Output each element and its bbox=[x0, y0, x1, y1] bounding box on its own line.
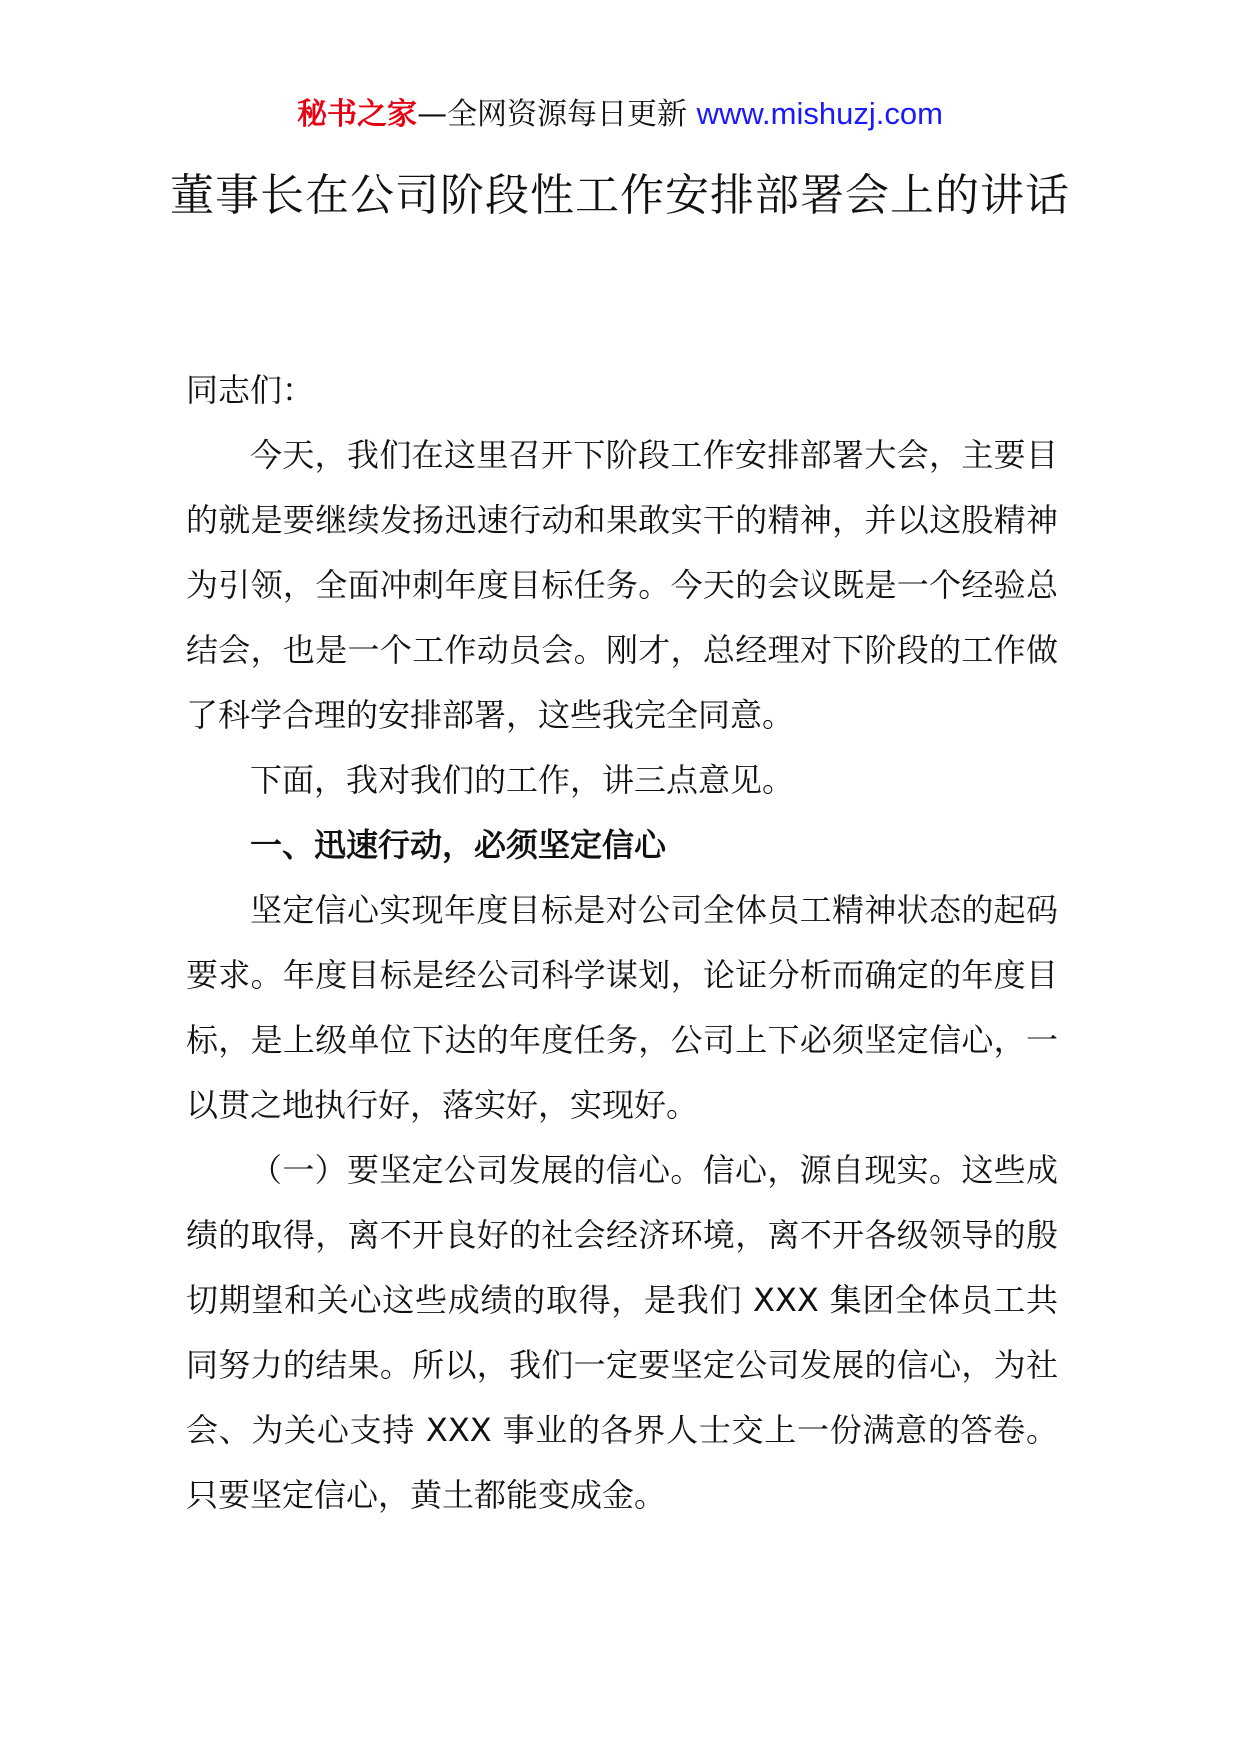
body-paragraph: 今天，我们在这里召开下阶段工作安排部署大会，主要目的就是要继续发扬迅速行动和果敢实干的精神，并以这股精神为引领，全面冲刺年度目标任务。今天的会议既是一个经验总结会，也是一个工作动员会。刚才，总经理对下阶段的工作做了科学合理的安排部署，这些我完全同意。 bbox=[186, 436, 1058, 734]
site-brand: 秘书之家 bbox=[297, 97, 418, 132]
body-paragraph: 下面，我对我们的工作，讲三点意见。 bbox=[250, 761, 795, 799]
site-url-link[interactable]: www.mishuzj.com bbox=[696, 96, 943, 131]
body-paragraph: （一）要坚定公司发展的信心。信心，源自现实。这些成绩的取得，离不开良好的社会经济环境，离不开各级领导的殷切期望和关心这些成绩的取得，是我们 XXX 集团全体员工共同努力的结果。所以，我们一定要坚定公司发展的信心，为社会、为关心支持 XXX 事业的各界人士交上一份满意的答卷。只要坚定信心，黄土都能变成金。 bbox=[186, 1151, 1058, 1514]
body-paragraph: 坚定信心实现年度目标是对公司全体员工精神状态的起码要求。年度目标是经公司科学谋划，论证分析而确定的年度目标，是上级单位下达的年度任务，公司上下必须坚定信心，一以贯之地执行好，落实好，实现好。 bbox=[186, 891, 1058, 1124]
salutation: 同志们： bbox=[186, 371, 315, 409]
site-slogan: —全网资源每日更新 bbox=[417, 97, 697, 132]
site-banner bbox=[0, 94, 1240, 135]
document-title: 董事长在公司阶段性工作安排部署会上的讲话 bbox=[170, 170, 1070, 221]
section-heading: 一、迅速行动，必须坚定信心 bbox=[250, 826, 667, 864]
document-body bbox=[186, 358, 1058, 1528]
